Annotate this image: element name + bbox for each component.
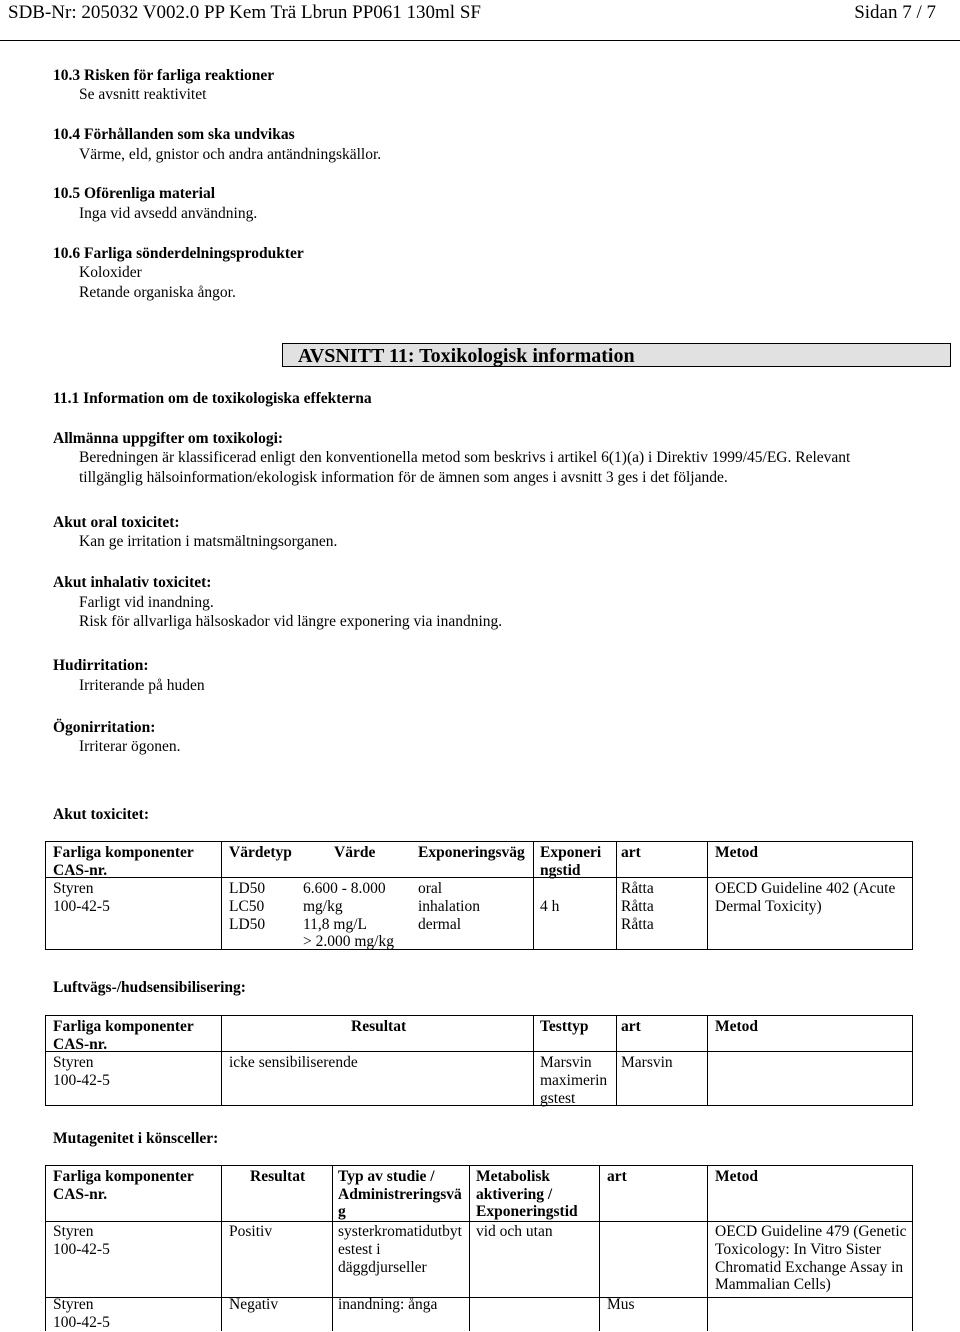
page-number: Sidan 7 / 7	[854, 2, 936, 23]
cell-substance: Styren	[53, 1223, 94, 1240]
cell-route-3: dermal	[418, 916, 462, 933]
cell-method-2: Dermal Toxicity)	[715, 898, 822, 915]
text-acute-inhalation-line2: Risk för allvarliga hälsoskador vid längre exponering via inandning.	[79, 613, 503, 630]
heading-10-6: 10.6 Farliga sönderdelningsprodukter	[53, 245, 304, 262]
cell-value-2: mg/kg	[303, 898, 343, 915]
cell-method-1: OECD Guideline 402 (Acute	[715, 880, 896, 897]
header-cas: CAS-nr.	[53, 1036, 108, 1053]
header-method: Metod	[715, 844, 759, 861]
section-11-heading: AVSNITT 11: Toxikologisk information	[298, 345, 635, 367]
header-study-3: g	[338, 1203, 346, 1220]
text-general-line2: tillgänglig hälsoinformation/ekologisk information för de ämnen som anges i avsnitt 3 ges i det följande.	[79, 469, 728, 486]
label-sensitization: Luftvägs-/hudsensibilisering:	[53, 979, 246, 996]
text-acute-oral: Kan ge irritation i matsmältningsorganen.	[79, 533, 338, 550]
cell-study-1: inandning: ånga	[338, 1296, 438, 1313]
cell-method-2: Toxicology: In Vitro Sister	[715, 1241, 882, 1258]
cell-species-1: Råtta	[621, 880, 654, 897]
header-exposure-time-2: ngstid	[540, 862, 581, 879]
header-value-type: Värdetyp	[229, 844, 292, 861]
header-study-1: Typ av studie /	[338, 1168, 435, 1185]
cell-type-1: LD50	[229, 880, 266, 897]
cell-study-3: däggdjurseller	[338, 1259, 427, 1276]
header-value: Värde	[334, 844, 376, 861]
cell-substance: Styren	[53, 1054, 94, 1071]
label-skin-irritation: Hudirritation:	[53, 657, 149, 674]
label-acute-oral: Akut oral toxicitet:	[53, 514, 180, 531]
cell-route-1: oral	[418, 880, 443, 897]
text-10-3: Se avsnitt reaktivitet	[79, 86, 207, 103]
acute-toxicity-table	[45, 841, 913, 950]
header-comp: Farliga komponenter	[53, 1168, 194, 1185]
document-header-title: SDB-Nr: 205032 V002.0 PP Kem Trä Lbrun PP061 130ml SF	[8, 2, 481, 23]
label-eye-irritation: Ögonirritation:	[53, 719, 156, 736]
cell-cas: 100-42-5	[53, 898, 110, 915]
cell-cas: 100-42-5	[53, 1314, 110, 1331]
header-study-2: Administreringsvä	[338, 1186, 462, 1203]
header-result: Resultat	[351, 1018, 407, 1035]
label-acute-toxicity: Akut toxicitet:	[53, 806, 149, 823]
cell-test-3: gstest	[540, 1090, 576, 1107]
cell-metab: vid och utan	[476, 1223, 553, 1240]
header-route: Exponeringsväg	[418, 844, 525, 861]
text-eye-irritation: Irriterar ögonen.	[79, 738, 181, 755]
header-method: Metod	[715, 1168, 759, 1185]
cell-result: icke sensibiliserende	[229, 1054, 358, 1071]
cell-result: Negativ	[229, 1296, 279, 1313]
heading-10-5: 10.5 Oförenliga material	[53, 185, 216, 202]
header-result: Resultat	[250, 1168, 306, 1185]
cell-value-3: 11,8 mg/L	[303, 916, 368, 933]
cell-species: Mus	[607, 1296, 635, 1313]
cell-species: Marsvin	[621, 1054, 673, 1071]
label-general-toxicology: Allmänna uppgifter om toxikologi:	[53, 430, 284, 447]
cell-species-2: Råtta	[621, 898, 654, 915]
cell-test-2: maximerin	[540, 1072, 608, 1089]
mutagenicity-table	[45, 1165, 913, 1331]
heading-10-4: 10.4 Förhållanden som ska undvikas	[53, 126, 295, 143]
cell-study-1: systerkromatidutbyt	[338, 1223, 462, 1240]
text-10-4: Värme, eld, gnistor och andra antändningskällor.	[79, 146, 382, 163]
heading-11-1: 11.1 Information om de toxikologiska effekterna	[53, 390, 372, 407]
header-comp: Farliga komponenter	[53, 1018, 194, 1035]
cell-method-3: Chromatid Exchange Assay in	[715, 1259, 904, 1276]
label-mutagenicity: Mutagenitet i könsceller:	[53, 1130, 219, 1147]
text-10-6-line1: Koloxider	[79, 264, 142, 281]
text-general-line1: Beredningen är klassificerad enligt den konventionella metod som beskrivs i artikel 6(1)(a) i Direktiv 1999/45/EG. Relevant	[79, 449, 851, 466]
header-species: art	[621, 1018, 641, 1035]
cell-exposure-time: 4 h	[540, 898, 560, 915]
cell-method-4: Mammalian Cells)	[715, 1276, 831, 1293]
cell-result: Positiv	[229, 1223, 273, 1240]
cell-value-4: > 2.000 mg/kg	[303, 933, 394, 950]
header-method: Metod	[715, 1018, 759, 1035]
header-cas: CAS-nr.	[53, 1186, 108, 1203]
cell-value-1: 6.600 - 8.000	[303, 880, 386, 897]
header-cas: CAS-nr.	[53, 862, 108, 879]
text-acute-inhalation-line1: Farligt vid inandning.	[79, 594, 214, 611]
cell-test-1: Marsvin	[540, 1054, 592, 1071]
heading-10-3: 10.3 Risken för farliga reaktioner	[53, 67, 275, 84]
cell-route-2: inhalation	[418, 898, 480, 915]
text-10-5: Inga vid avsedd användning.	[79, 205, 258, 222]
cell-type-2: LC50	[229, 898, 265, 915]
header-species: art	[621, 844, 641, 861]
sensitization-table	[45, 1015, 913, 1106]
header-metab-2: aktivering /	[476, 1186, 553, 1203]
cell-method-1: OECD Guideline 479 (Genetic	[715, 1223, 907, 1240]
header-comp: Farliga komponenter	[53, 844, 194, 861]
cell-cas: 100-42-5	[53, 1241, 110, 1258]
text-skin-irritation: Irriterande på huden	[79, 677, 205, 694]
text-10-6-line2: Retande organiska ångor.	[79, 284, 236, 301]
header-metab-1: Metabolisk	[476, 1168, 551, 1185]
cell-species-3: Råtta	[621, 916, 654, 933]
cell-substance: Styren	[53, 880, 94, 897]
cell-substance: Styren	[53, 1296, 94, 1313]
header-divider	[0, 40, 960, 41]
cell-study-2: estest i	[338, 1241, 381, 1258]
label-acute-inhalation: Akut inhalativ toxicitet:	[53, 574, 212, 591]
header-exposure-time-1: Exponeri	[540, 844, 602, 861]
header-test-type: Testtyp	[540, 1018, 589, 1035]
cell-type-3: LD50	[229, 916, 266, 933]
cell-cas: 100-42-5	[53, 1072, 110, 1089]
header-metab-3: Exponeringstid	[476, 1203, 578, 1220]
header-species: art	[607, 1168, 627, 1185]
